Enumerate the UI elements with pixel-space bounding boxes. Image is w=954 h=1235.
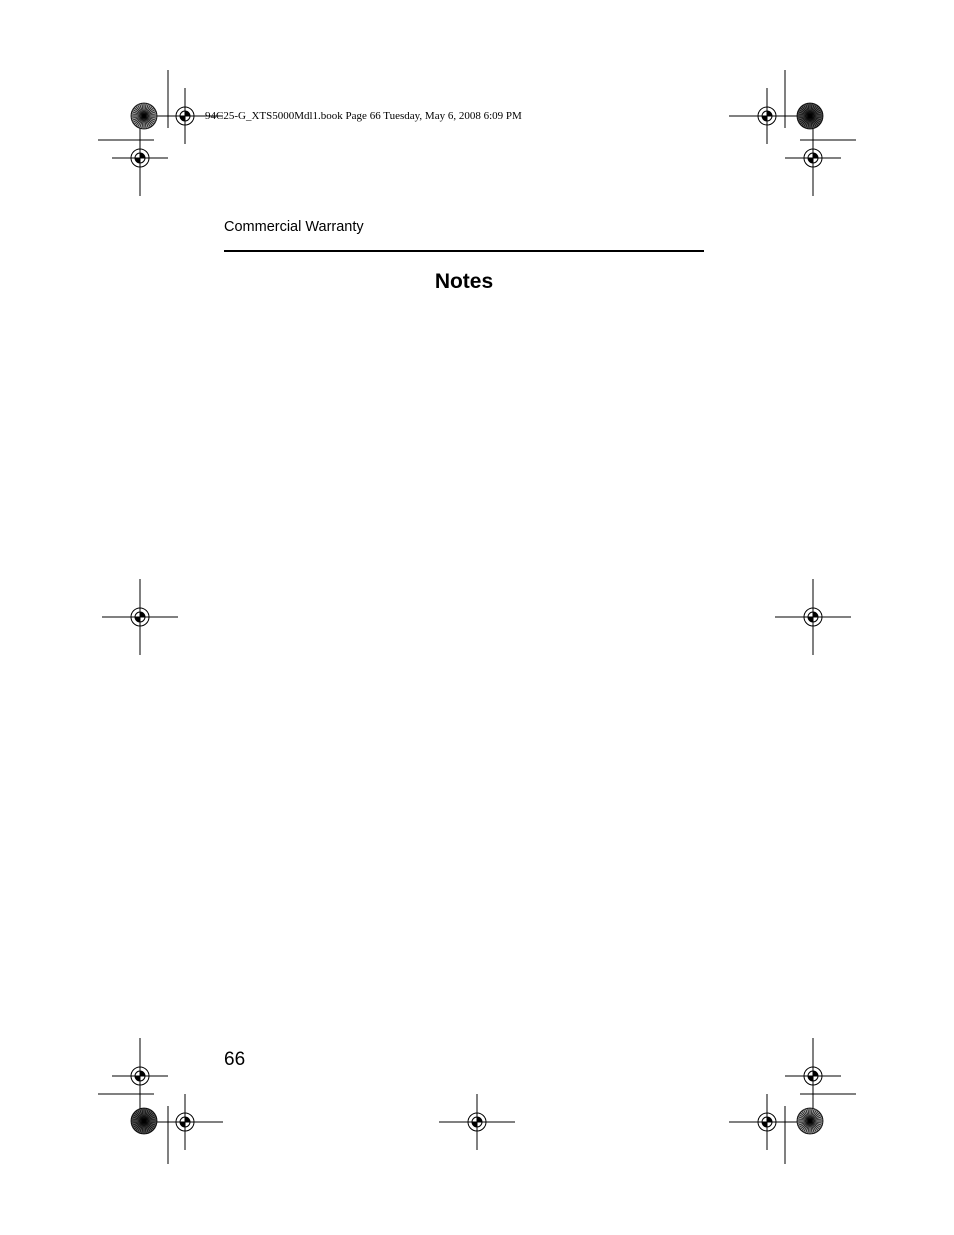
star-target-icon [797, 1108, 823, 1134]
print-slug-line: 94C25-G_XTS5000Mdl1.book Page 66 Tuesday, May 6, 2008 6:09 PM [205, 110, 522, 122]
header-rule [224, 250, 704, 252]
registration-mark-icon [785, 1038, 841, 1114]
star-target-icon [797, 103, 823, 129]
crop-marks [98, 70, 856, 1164]
page-title: Notes [434, 270, 494, 293]
registration-mark-icon [102, 579, 178, 655]
registration-mark-icon [439, 1094, 515, 1150]
registration-mark-icon [775, 579, 851, 655]
star-target-icon [131, 103, 157, 129]
running-head: Commercial Warranty [224, 219, 364, 235]
registration-mark-icon [147, 1094, 223, 1150]
star-target-icon [131, 1108, 157, 1134]
registration-mark-icon [729, 88, 805, 144]
page-number: 66 [224, 1049, 246, 1070]
registration-mark-icon [785, 120, 841, 196]
registration-mark-icon [729, 1094, 805, 1150]
registration-mark-icon [112, 1038, 168, 1114]
registration-mark-icon [112, 120, 168, 196]
